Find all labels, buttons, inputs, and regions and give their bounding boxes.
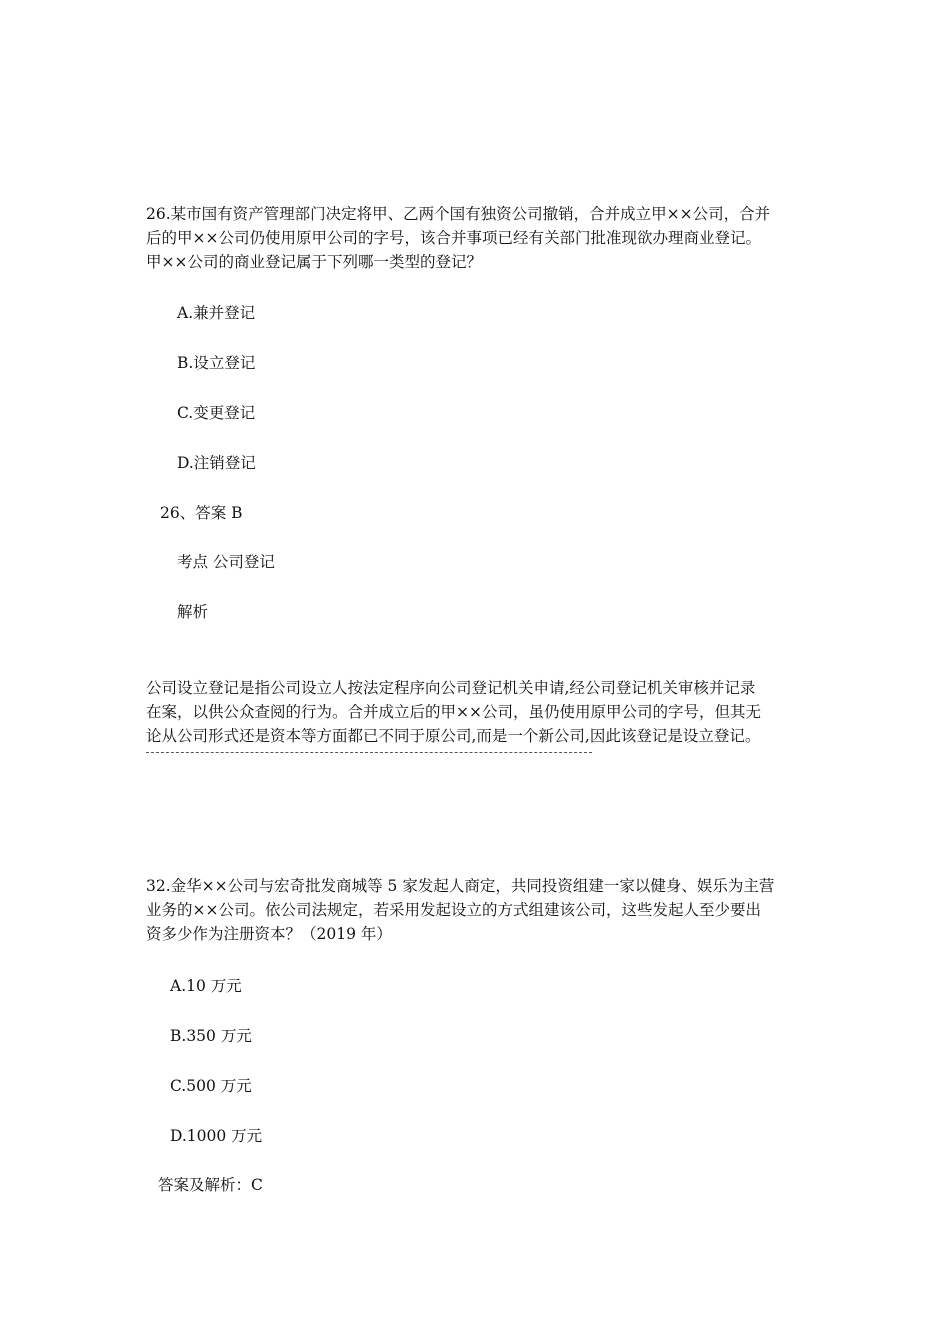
dashed-divider [146,752,592,753]
question-32-answer: 答案及解析：C [158,1176,263,1194]
question-26-line-2: 后的甲××公司仍使用原甲公司的字号，该合并事项已经有关部门批准现欲办理商业登记。 [146,229,761,247]
question-32-option-a: A.10 万元 [170,977,242,995]
question-26-option-d: D.注销登记 [177,454,256,472]
question-26-analysis-label: 解析 [177,603,209,621]
question-32-option-d: D.1000 万元 [170,1127,263,1145]
question-26-topic: 考点 公司登记 [177,553,275,571]
question-26-line-3: 甲××公司的商业登记属于下列哪一类型的登记？ [146,253,482,271]
question-26-line-1: 26.某市国有资产管理部门决定将甲、乙两个国有独资公司撤销，合并成立甲××公司，合并 [146,205,771,223]
explanation-line-3: 论从公司形式还是资本等方面都已不同于原公司,而是一个新公司,因此该登记是设立登记。 [146,727,761,745]
question-26-option-c: C.变更登记 [177,404,256,422]
question-26-answer: 26、答案 B [160,504,243,522]
question-26-option-b: B.设立登记 [177,354,256,372]
question-32-option-b: B.350 万元 [170,1027,252,1045]
question-32-line-1: 32.金华××公司与宏奇批发商城等 5 家发起人商定，共同投资组建一家以健身、娱乐为主营 [146,877,775,895]
question-32-line-3: 资多少作为注册资本？（2019 年） [146,925,392,943]
explanation-line-1: 公司设立登记是指公司设立人按法定程序向公司登记机关申请,经公司登记机关审核并记录 [146,679,756,697]
question-32-line-2: 业务的××公司。依公司法规定，若采用发起设立的方式组建该公司，这些发起人至少要出 [146,901,761,919]
question-32-option-c: C.500 万元 [170,1077,252,1095]
question-26-option-a: A.兼并登记 [177,304,256,322]
explanation-line-2: 在案，以供公众查阅的行为。合并成立后的甲××公司，虽仍使用原甲公司的字号，但其无 [146,703,761,721]
